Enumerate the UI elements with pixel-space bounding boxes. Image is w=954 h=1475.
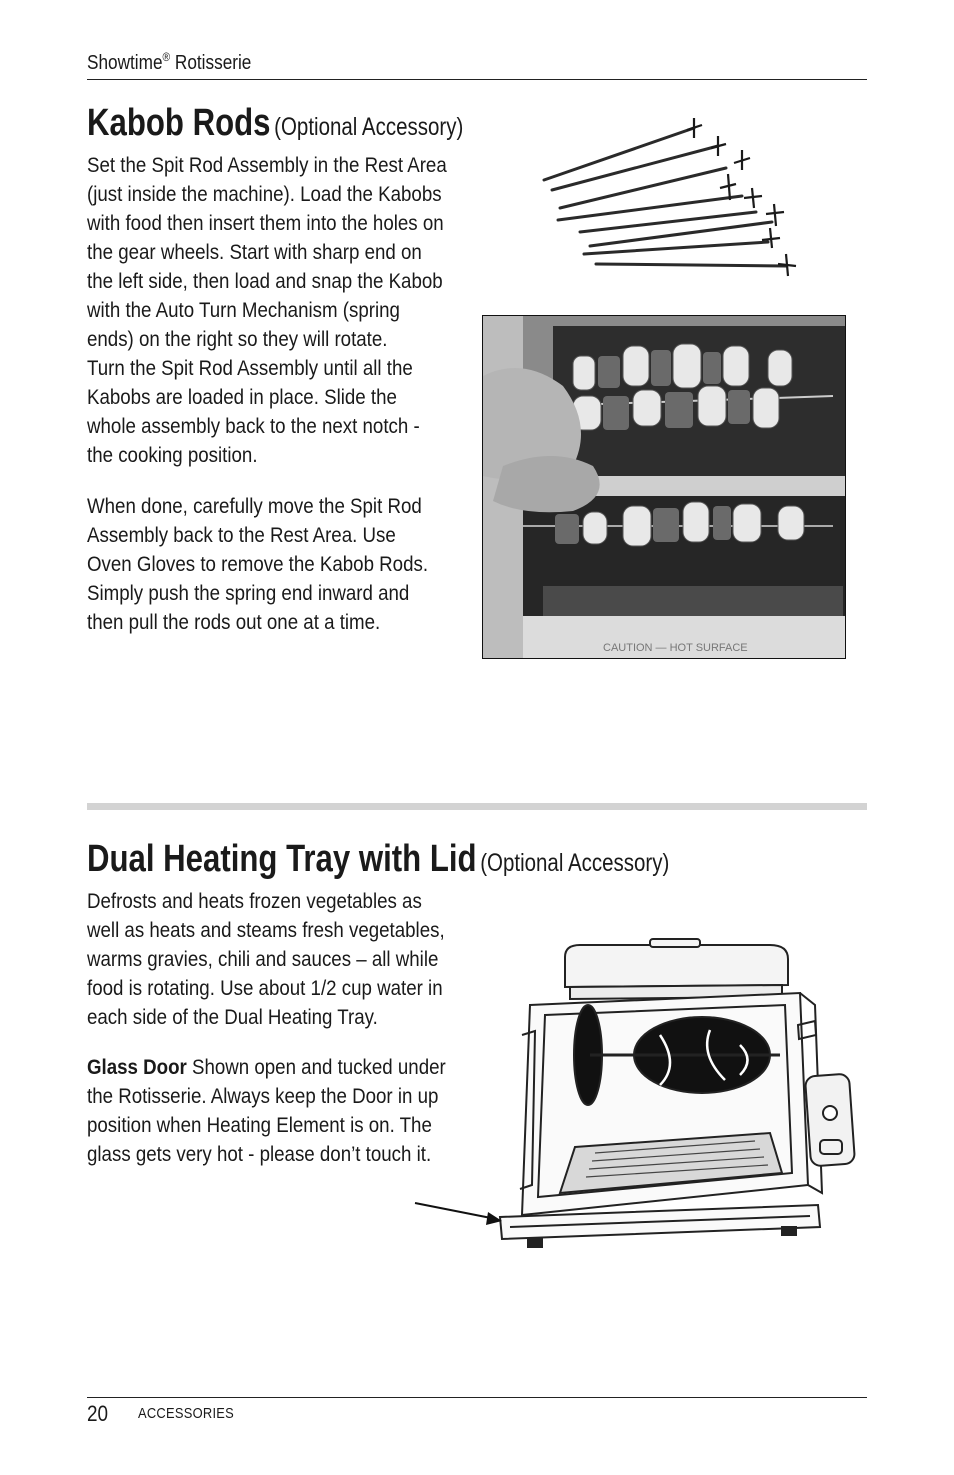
header-product: Rotisserie — [174, 52, 252, 74]
text-line: with the Auto Turn Mechanism (spring — [87, 298, 400, 322]
text-line: with food then insert them into the holes on — [87, 211, 444, 235]
kabob-title — [87, 102, 463, 145]
footer-section-label: ACCESSORIES — [138, 1405, 235, 1422]
kabob-photo-graphic — [483, 316, 845, 658]
rotisserie-illustration — [410, 935, 860, 1255]
text-line: Assembly back to the Rest Area. Use — [87, 523, 396, 547]
text-line: Kabobs are loaded in place. Slide the — [87, 385, 397, 409]
text-line: position when Heating Element is on. The — [87, 1113, 432, 1137]
kabob-paragraph-1 — [87, 151, 447, 470]
text-line: When done, carefully move the Spit Rod — [87, 494, 422, 518]
tray-heading: Dual Heating Tray with Lid — [87, 838, 477, 880]
text-line: Oven Gloves to remove the Kabob Rods. — [87, 552, 429, 576]
header-brand: Showtime — [87, 52, 163, 74]
page-number: 20 — [87, 1401, 109, 1426]
text-line: Turn the Spit Rod Assembly until all the — [87, 356, 413, 380]
kabob-rods-image — [530, 108, 830, 288]
text-line: (just inside the machine). Load the Kabobs — [87, 182, 442, 206]
text-line: food is rotating. Use about 1/2 cup water in — [87, 976, 443, 1000]
running-header — [87, 50, 251, 75]
kabob-photo — [482, 315, 846, 659]
text-line: then pull the rods out one at a time. — [87, 610, 381, 634]
text-line: the cooking position. — [87, 443, 258, 467]
text-line: the gear wheels. Start with sharp end on — [87, 240, 422, 264]
text-line: Simply push the spring end inward and — [87, 581, 410, 605]
kabob-optional-note: (Optional Accessory) — [274, 113, 464, 141]
kabob-heading: Kabob Rods — [87, 102, 271, 144]
footer-rule — [87, 1397, 867, 1398]
text-line: the left side, then load and snap the Kabob — [87, 269, 443, 293]
text-line: glass gets very hot - please don’t touch it. — [87, 1142, 432, 1166]
text-line: ends) on the right so they will rotate. — [87, 327, 388, 351]
text-line: well as heats and steams fresh vegetables, — [87, 918, 445, 942]
glass-door-label: Glass Door — [87, 1055, 187, 1079]
tray-paragraph-2 — [87, 1053, 446, 1169]
tray-optional-note: (Optional Accessory) — [480, 849, 670, 877]
text-line: each side of the Dual Heating Tray. — [87, 1005, 378, 1029]
glass-door-text: Shown open and tucked under — [186, 1055, 446, 1079]
photo-oven-label: CAUTION — HOT SURFACE — [603, 642, 748, 654]
text-line: Set the Spit Rod Assembly in the Rest Area — [87, 153, 447, 177]
registered-mark: ® — [162, 50, 171, 64]
header-rule — [87, 79, 867, 80]
section-divider — [87, 803, 867, 810]
text-line: Defrosts and heats frozen vegetables as — [87, 889, 422, 913]
tray-paragraph-1 — [87, 887, 445, 1032]
kabob-paragraph-2 — [87, 492, 428, 637]
text-line: the Rotisserie. Always keep the Door in up — [87, 1084, 439, 1108]
text-line — [87, 1053, 446, 1082]
text-line: warms gravies, chili and sauces – all while — [87, 947, 439, 971]
arrow-line — [415, 1203, 496, 1219]
text-line: whole assembly back to the next notch - — [87, 414, 420, 438]
tray-title — [87, 838, 669, 881]
